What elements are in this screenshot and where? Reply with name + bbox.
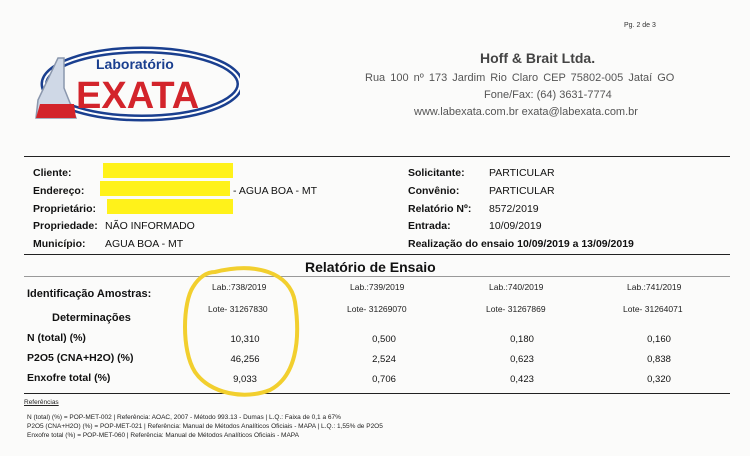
value-cell: 0,423 bbox=[510, 374, 534, 385]
convenio-value: PARTICULAR bbox=[489, 185, 555, 197]
endereco-label: Endereço: bbox=[33, 185, 85, 197]
sample-lote-1: Lote- 31267830 bbox=[208, 304, 268, 314]
value-cell: 0,500 bbox=[372, 334, 396, 345]
value-cell: 0,180 bbox=[510, 334, 534, 345]
municipio-value: AGUA BOA - MT bbox=[105, 238, 184, 250]
relatorio-value: 8572/2019 bbox=[489, 203, 539, 215]
identificacao-label: Identificação Amostras: bbox=[27, 288, 152, 300]
determinacoes-label: Determinações bbox=[52, 312, 131, 324]
redaction-highlight bbox=[103, 163, 233, 178]
redaction-highlight bbox=[107, 199, 233, 214]
municipio-label: Município: bbox=[33, 238, 86, 250]
sample-lab-1: Lab.:738/2019 bbox=[212, 282, 267, 292]
company-name: Hoff & Brait Ltda. bbox=[480, 50, 596, 66]
report-title: Relatório de Ensaio bbox=[305, 259, 436, 275]
company-phone: Fone/Fax: (64) 3631-7774 bbox=[484, 89, 612, 101]
references-title: Referências bbox=[24, 399, 59, 406]
page-number: Pg. 2 de 3 bbox=[624, 22, 656, 29]
sample-lab-2: Lab.:739/2019 bbox=[350, 282, 405, 292]
value-cell: 0,706 bbox=[372, 374, 396, 385]
sample-lab-4: Lab.:741/2019 bbox=[627, 282, 682, 292]
value-cell: 2,524 bbox=[372, 354, 396, 365]
reference-line: Enxofre total (%) = POP-MET-060 | Referência: Manual de Métodos Analíticos Oficiais - MAPA bbox=[27, 432, 299, 439]
logo-main-text: EXATA bbox=[76, 75, 200, 117]
divider-title bbox=[24, 276, 730, 277]
sample-lab-3: Lab.:740/2019 bbox=[489, 282, 544, 292]
value-cell: 0,320 bbox=[647, 374, 671, 385]
entrada-label: Entrada: bbox=[408, 220, 451, 232]
lab-logo bbox=[30, 40, 240, 130]
value-cell: 9,033 bbox=[233, 374, 257, 385]
reference-line: P2O5 (CNA+H2O) (%) = POP-MET-021 | Referência: Manual de Métodos Analíticos Oficiais - MAPA | L.Q.: 1,55% de P2O5 bbox=[27, 423, 383, 430]
logo-top-text: Laboratório bbox=[96, 56, 174, 72]
solicitante-label: Solicitante: bbox=[408, 167, 465, 179]
divider-top bbox=[24, 156, 730, 157]
redaction-highlight bbox=[100, 181, 230, 196]
proprietario-label: Proprietário: bbox=[33, 203, 97, 215]
value-cell: 0,838 bbox=[647, 354, 671, 365]
convenio-label: Convênio: bbox=[408, 185, 460, 197]
value-cell: 0,160 bbox=[647, 334, 671, 345]
divider-bottom bbox=[24, 393, 730, 394]
company-address: Rua 100 nº 173 Jardim Rio Claro CEP 75802-005 Jataí GO bbox=[365, 72, 675, 84]
sample-lote-2: Lote- 31269070 bbox=[347, 304, 407, 314]
row-label-p2o5: P2O5 (CNA+H2O) (%) bbox=[27, 352, 134, 364]
endereco-value: - AGUA BOA - MT bbox=[233, 185, 318, 197]
relatorio-label: Relatório Nº: bbox=[408, 203, 472, 215]
solicitante-value: PARTICULAR bbox=[489, 167, 555, 179]
propriedade-label: Propriedade: bbox=[33, 220, 98, 232]
propriedade-value: NÃO INFORMADO bbox=[105, 220, 195, 232]
realizacao-text: Realização do ensaio 10/09/2019 a 13/09/2019 bbox=[408, 238, 634, 250]
value-cell: 46,256 bbox=[230, 354, 260, 365]
reference-line: N (total) (%) = POP-MET-002 | Referência: AOAC, 2007 - Método 993.13 - Dumas | L.Q.: Faixa de 0,1 a 67% bbox=[27, 414, 341, 421]
divider-mid bbox=[24, 254, 730, 255]
entrada-value: 10/09/2019 bbox=[489, 220, 542, 232]
company-web: www.labexata.com.br exata@labexata.com.br bbox=[414, 106, 638, 118]
cliente-label: Cliente: bbox=[33, 167, 72, 179]
row-label-enxofre: Enxofre total (%) bbox=[27, 372, 111, 384]
value-cell: 10,310 bbox=[230, 334, 260, 345]
sample-lote-3: Lote- 31267869 bbox=[486, 304, 546, 314]
row-label-n: N (total) (%) bbox=[27, 332, 86, 344]
value-cell: 0,623 bbox=[510, 354, 534, 365]
sample-lote-4: Lote- 31264071 bbox=[623, 304, 683, 314]
